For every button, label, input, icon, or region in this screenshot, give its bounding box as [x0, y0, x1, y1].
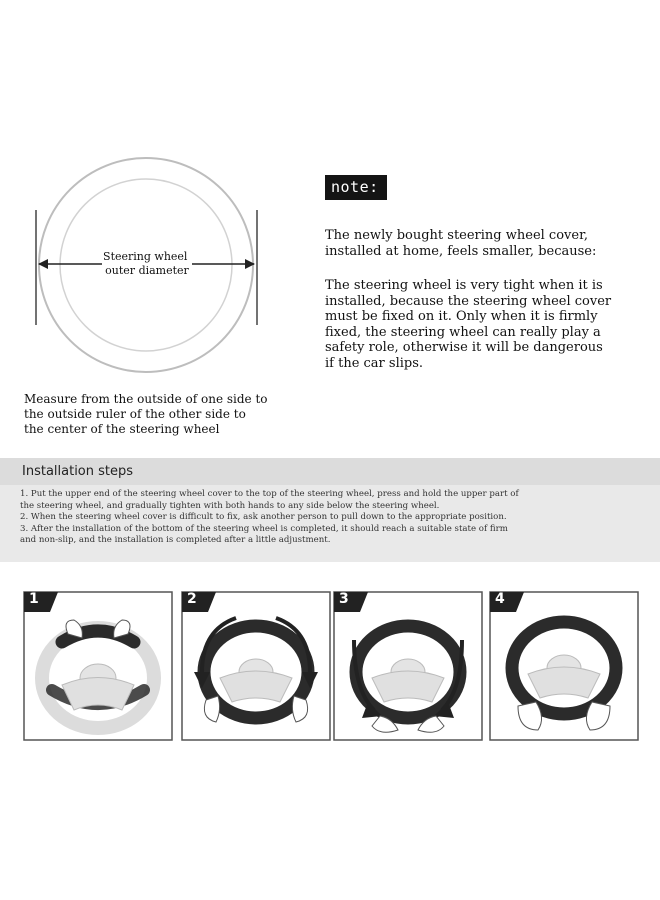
installation-steps-list: 1. Put the upper end of the steering wheel cover to the top of the steering wheel, press and hold the upper part of the steering wheel, and gradually tighten with both hands to any side below the steering wheel. 2. When the steering wheel cover is difficult to fix, ask another person to pull down to the appropriate position. 3. After the installation of the bottom of the steering wheel is completed, it should reach a suitable state of firm and non-slip, and the installation is completed after a little adjustment.	[20, 489, 519, 545]
step-number-1: 1	[29, 591, 39, 607]
installation-steps-title: Installation steps	[22, 464, 134, 479]
note-intro: The newly bought steering wheel cover, installed at home, feels smaller, because:	[325, 228, 597, 259]
hand-left	[518, 702, 542, 730]
note-body: The steering wheel is very tight when it is installed, because the steering wheel cover must be fixed on it. Only when it is firmly fixed, the steering wheel can really play a safety role, otherwise it will be dangerous if the car slips.	[325, 278, 612, 371]
step-panel-2	[180, 590, 332, 742]
measure-caption: Measure from the outside of one side to the outside ruler of the other side to the center of the steering wheel	[24, 392, 268, 436]
installation-steps-section	[0, 458, 660, 562]
hand-right	[292, 696, 307, 722]
diagram-label-line-2: outer diameter	[105, 264, 189, 277]
hand-right	[586, 702, 610, 730]
step-number-3: 3	[339, 591, 349, 607]
step-number-4: 4	[495, 591, 505, 607]
step-number-2: 2	[187, 591, 197, 607]
diagram-label-line-1: Steering wheel	[103, 250, 188, 263]
step-panel-3	[332, 590, 484, 742]
step-panel-1	[22, 590, 174, 742]
note-tag: note:	[325, 175, 387, 200]
step-panel-4	[488, 590, 640, 742]
installation-steps-header	[0, 458, 660, 485]
steering-wheel-diameter-diagram	[20, 150, 280, 390]
diagram-label	[103, 250, 191, 277]
hand-left	[204, 696, 219, 722]
